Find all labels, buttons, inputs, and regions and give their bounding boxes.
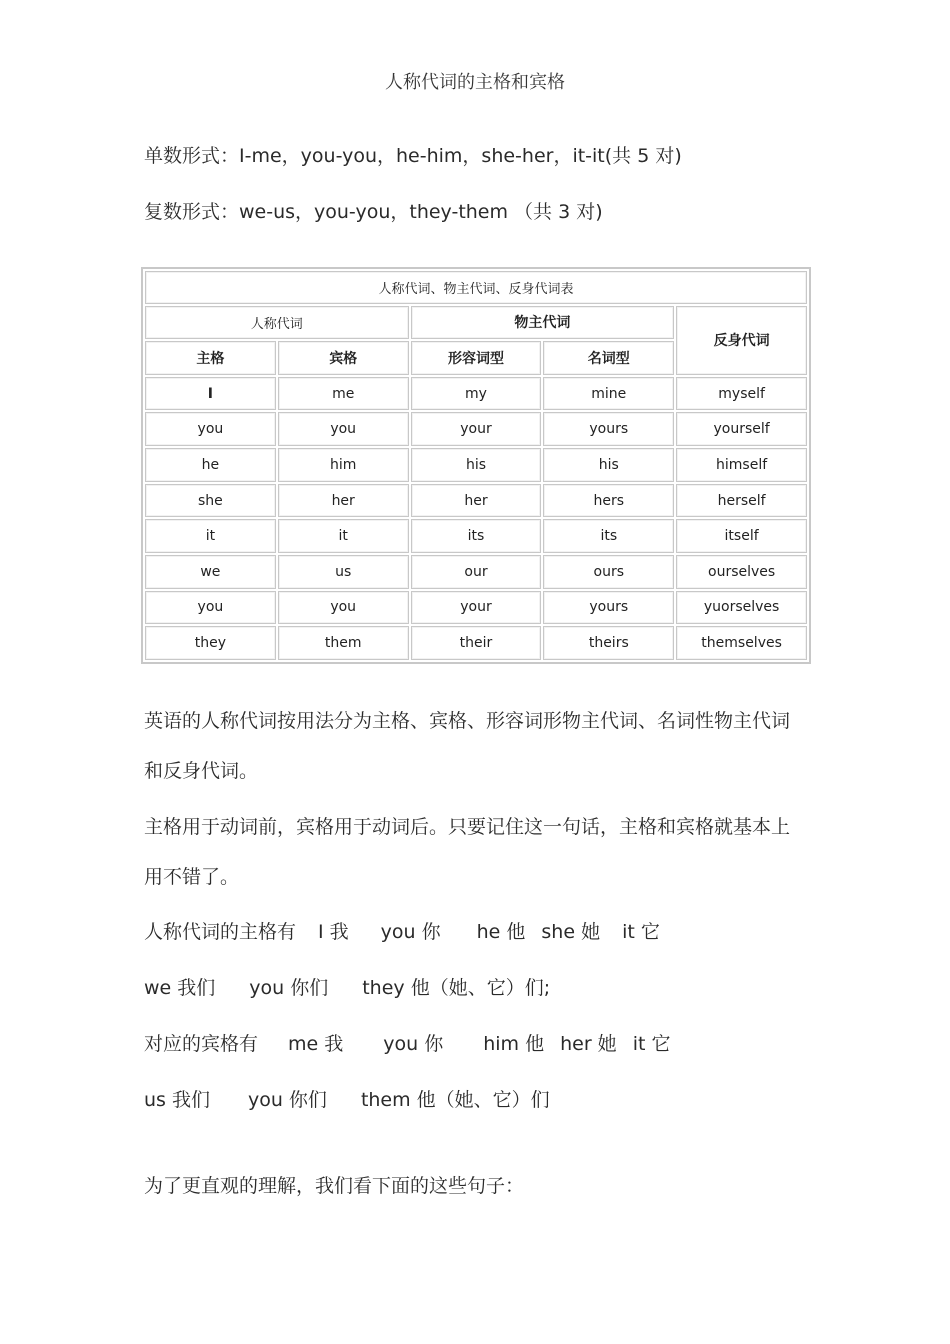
table-cell: we [145,555,276,589]
table-row [145,626,807,660]
table-cell: mine [543,377,674,411]
paragraph-1-line-1: 英语的人称代词按用法分为主格、宾格、形容词形物主代词、名词性物主代词 [144,710,791,732]
table-cell: our [411,555,542,589]
pronoun-pair: it 它 [622,921,660,943]
table-cell: your [411,412,542,446]
pronoun-pair: she 她 [541,921,601,943]
pronoun-pair: you 你们 [249,977,329,999]
table-cell: she [145,484,276,518]
table-cell: you [145,412,276,446]
table-cell: I [145,377,276,411]
pronoun-table [141,267,811,664]
table-cell: herself [676,484,807,518]
table-cell: he [145,448,276,482]
pronoun-pair: you 你们 [247,1089,327,1111]
table-cell: me [278,377,409,411]
subject-intro: 人称代词的主格有 [144,921,297,943]
pronoun-pair: me 我 [288,1033,344,1055]
table-cell: theirs [543,626,674,660]
table-cell: ours [543,555,674,589]
pronoun-pair: it 它 [632,1033,671,1055]
table-cell: itself [676,519,807,553]
header-adjective-form: 形容词型 [411,341,542,375]
pronoun-pair: you 你 [380,921,441,943]
table-cell: him [278,448,409,482]
table-cell: you [278,591,409,625]
table-cell: us [278,555,409,589]
table-cell: my [411,377,542,411]
table-cell: your [411,591,542,625]
table-cell: myself [676,377,807,411]
table-cell: it [145,519,276,553]
table-cell: they [145,626,276,660]
pronoun-pair: you 你 [383,1033,444,1055]
table-cell: it [278,519,409,553]
header-object-case: 宾格 [278,341,409,375]
subject-pronouns-line-1 [144,919,660,945]
pronoun-pair: him 他 [483,1033,545,1055]
plural-forms-line: 复数形式：we-us，you-you，they-them （共 3 对) [144,201,603,223]
pronoun-pair: they 他（她、它）们; [362,977,551,999]
pronoun-pair: us 我们 [144,1089,210,1111]
subject-pronouns-line-2 [144,975,550,1001]
table-row [145,484,807,518]
closing-line: 为了更直观的理解，我们看下面的这些句子： [144,1175,525,1197]
table-row [145,412,807,446]
object-intro: 对应的宾格有 [144,1033,259,1055]
table-row [145,591,807,625]
table-cell: yours [543,412,674,446]
table-cell: her [278,484,409,518]
table-cell: yours [543,591,674,625]
header-subject-case: 主格 [145,341,276,375]
table-cell: yourself [676,412,807,446]
table-row [145,448,807,482]
table-cell: his [543,448,674,482]
header-possessive-pronoun: 物主代词 [411,306,675,340]
table-row [145,555,807,589]
table-cell: its [411,519,542,553]
pronoun-pair: he 他 [476,921,526,943]
pronoun-pair: I 我 [318,921,349,943]
table-cell: his [411,448,542,482]
object-pronouns-line-2 [144,1087,550,1113]
table-caption: 人称代词、物主代词、反身代词表 [145,271,807,304]
table-cell: hers [543,484,674,518]
paragraph-1-line-2: 和反身代词。 [144,760,259,782]
document-title: 人称代词的主格和宾格 [385,72,565,93]
table-cell: ourselves [676,555,807,589]
pronoun-pair: them 他（她、它）们 [360,1089,550,1111]
pronoun-pair: her 她 [560,1033,617,1055]
table-cell: you [145,591,276,625]
table-cell: themselves [676,626,807,660]
paragraph-2-line-1: 主格用于动词前，宾格用于动词后。只要记住这一句话，主格和宾格就基本上 [144,816,791,838]
singular-forms-line: 单数形式：I-me，you-you，he-him，she-her，it-it(共 5 对) [144,145,682,167]
pronoun-pair: we 我们 [144,977,216,999]
table-row [145,519,807,553]
object-pronouns-line-1 [144,1031,670,1057]
paragraph-2-line-2: 用不错了。 [144,866,240,888]
table-cell: them [278,626,409,660]
header-reflexive-pronoun: 反身代词 [676,306,807,375]
table-cell: you [278,412,409,446]
table-cell: himself [676,448,807,482]
header-noun-form: 名词型 [543,341,674,375]
table-cell: her [411,484,542,518]
table-cell: yuorselves [676,591,807,625]
header-personal-pronoun: 人称代词 [145,306,409,340]
table-cell: its [543,519,674,553]
table-cell: their [411,626,542,660]
table-row [145,377,807,411]
